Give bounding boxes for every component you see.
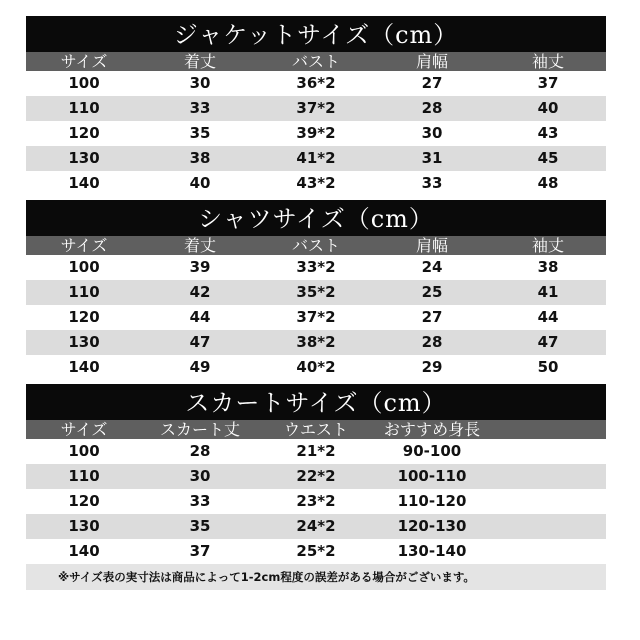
table-cell: 40*2 — [296, 358, 336, 376]
table-cell — [490, 489, 606, 514]
table-cell: 25*2 — [296, 542, 336, 560]
table-row — [26, 121, 606, 146]
skirt-header-recommended-height: おすすめ身長 — [383, 420, 481, 439]
table-cell: 40 — [189, 174, 211, 192]
table-cell: 33*2 — [296, 258, 336, 276]
measurement-disclaimer-note: ※サイズ表の実寸法は商品によって1-2cm程度の誤差がある場合がございます。 — [26, 564, 606, 590]
table-cell: 30 — [189, 467, 211, 485]
table-cell: 90-100 — [402, 442, 462, 460]
table-cell: 41 — [537, 283, 559, 301]
table-cell: 43*2 — [296, 174, 336, 192]
table-cell: 100-110 — [397, 467, 467, 485]
table-row — [26, 171, 606, 196]
table-cell: 130 — [68, 149, 100, 167]
table-cell: 30 — [421, 124, 443, 142]
table-row — [26, 439, 606, 464]
size-chart-sheet — [26, 16, 606, 590]
table-cell: 23*2 — [296, 492, 336, 510]
table-row — [26, 255, 606, 280]
table-cell: 40 — [537, 99, 559, 117]
jacket-header-length: 着丈 — [183, 52, 216, 71]
table-cell — [490, 514, 606, 539]
shirt-header-length: 着丈 — [183, 236, 216, 255]
table-cell: 35 — [189, 517, 211, 535]
table-cell: 36*2 — [296, 74, 336, 92]
table-cell: 42 — [189, 283, 211, 301]
table-row — [26, 355, 606, 380]
skirt-size-section — [26, 384, 606, 590]
table-cell: 22*2 — [296, 467, 336, 485]
skirt-section-title: スカートサイズ（cm） — [26, 384, 606, 420]
table-cell: 30 — [189, 74, 211, 92]
table-cell: 33 — [189, 492, 211, 510]
table-cell: 110 — [68, 99, 100, 117]
table-cell: 110 — [68, 467, 100, 485]
table-cell: 28 — [421, 333, 443, 351]
table-cell: 41*2 — [296, 149, 336, 167]
table-cell: 37 — [537, 74, 559, 92]
table-cell: 25 — [421, 283, 443, 301]
table-row — [26, 539, 606, 564]
table-cell: 39 — [189, 258, 211, 276]
table-cell: 33 — [189, 99, 211, 117]
table-cell: 100 — [68, 74, 100, 92]
table-cell: 49 — [189, 358, 211, 376]
table-cell: 100 — [68, 442, 100, 460]
table-cell: 39*2 — [296, 124, 336, 142]
table-cell: 24*2 — [296, 517, 336, 535]
table-cell: 120 — [68, 492, 100, 510]
table-cell: 38*2 — [296, 333, 336, 351]
skirt-header-size: サイズ — [60, 420, 108, 439]
table-cell: 110 — [68, 283, 100, 301]
jacket-header-sleeve: 袖丈 — [531, 52, 564, 71]
table-cell: 48 — [537, 174, 559, 192]
skirt-header-skirt-length: スカート丈 — [159, 420, 240, 439]
table-cell: 37 — [189, 542, 211, 560]
table-cell: 35 — [189, 124, 211, 142]
table-cell: 38 — [189, 149, 211, 167]
table-row — [26, 330, 606, 355]
table-cell: 47 — [189, 333, 211, 351]
table-cell: 50 — [537, 358, 559, 376]
table-cell: 24 — [421, 258, 443, 276]
skirt-header-empty — [490, 420, 606, 439]
shirt-header-shoulder: 肩幅 — [415, 236, 448, 255]
table-cell — [490, 539, 606, 564]
shirt-header-sleeve: 袖丈 — [531, 236, 564, 255]
table-cell — [490, 439, 606, 464]
table-cell: 29 — [421, 358, 443, 376]
table-cell: 130 — [68, 333, 100, 351]
table-cell — [490, 464, 606, 489]
jacket-section-title: ジャケットサイズ（cm） — [26, 16, 606, 52]
table-row — [26, 71, 606, 96]
table-cell: 28 — [421, 99, 443, 117]
jacket-header-shoulder: 肩幅 — [415, 52, 448, 71]
shirt-size-section — [26, 200, 606, 380]
table-cell: 140 — [68, 174, 100, 192]
table-cell: 28 — [189, 442, 211, 460]
table-cell: 37*2 — [296, 99, 336, 117]
table-cell: 37*2 — [296, 308, 336, 326]
shirt-header-row — [26, 236, 606, 255]
table-row — [26, 464, 606, 489]
skirt-header-row — [26, 420, 606, 439]
table-cell: 140 — [68, 358, 100, 376]
shirt-header-size: サイズ — [60, 236, 108, 255]
table-cell: 120 — [68, 124, 100, 142]
table-cell: 27 — [421, 308, 443, 326]
table-cell: 44 — [537, 308, 559, 326]
table-cell: 120-130 — [397, 517, 467, 535]
jacket-header-row — [26, 52, 606, 71]
jacket-header-size: サイズ — [60, 52, 108, 71]
table-row — [26, 280, 606, 305]
jacket-size-section — [26, 16, 606, 196]
table-cell: 35*2 — [296, 283, 336, 301]
table-cell: 45 — [537, 149, 559, 167]
table-cell: 27 — [421, 74, 443, 92]
table-row — [26, 146, 606, 171]
table-row — [26, 96, 606, 121]
table-cell: 44 — [189, 308, 211, 326]
skirt-header-waist: ウエスト — [283, 420, 348, 439]
shirt-section-title: シャツサイズ（cm） — [26, 200, 606, 236]
table-cell: 140 — [68, 542, 100, 560]
table-row — [26, 489, 606, 514]
table-row — [26, 514, 606, 539]
table-cell: 31 — [421, 149, 443, 167]
table-cell: 21*2 — [296, 442, 336, 460]
table-cell: 43 — [537, 124, 559, 142]
table-cell: 38 — [537, 258, 559, 276]
jacket-header-bust: バスト — [291, 52, 340, 71]
table-cell: 130-140 — [397, 542, 467, 560]
table-cell: 33 — [421, 174, 443, 192]
shirt-header-bust: バスト — [291, 236, 340, 255]
table-cell: 130 — [68, 517, 100, 535]
table-cell: 120 — [68, 308, 100, 326]
table-cell: 100 — [68, 258, 100, 276]
table-row — [26, 305, 606, 330]
table-cell: 110-120 — [397, 492, 467, 510]
table-cell: 47 — [537, 333, 559, 351]
